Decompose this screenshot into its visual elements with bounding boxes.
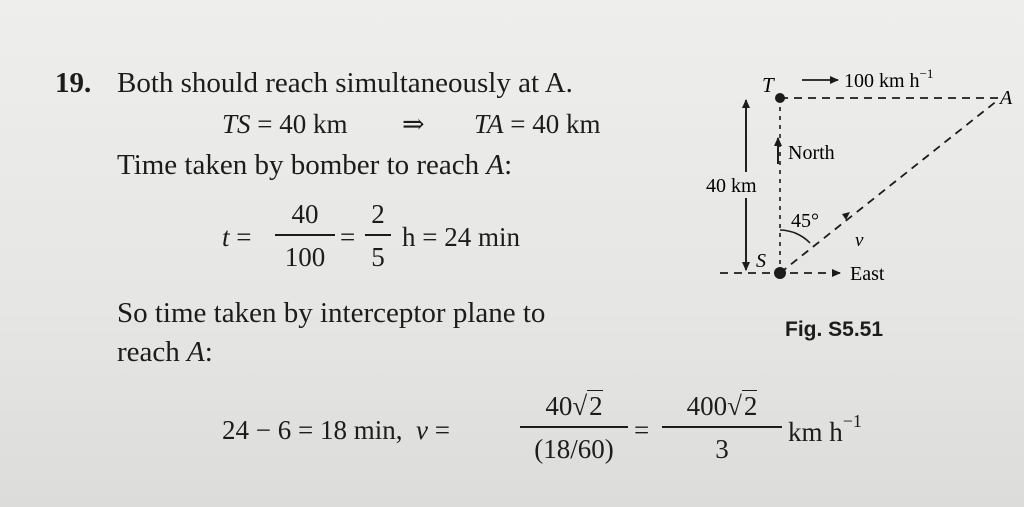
eq1-fraction-1	[275, 196, 335, 274]
eq1-frac2-denominator: 5	[371, 242, 385, 272]
eq1-fraction-2	[365, 196, 391, 274]
vector-diagram	[690, 60, 1020, 310]
point-s	[774, 267, 786, 279]
label-speed: 100 km $h^{-1}$	[844, 66, 934, 92]
eq1-frac2-numerator: 2	[371, 199, 385, 229]
eq2-lhs: 24 − 6 = 18 min, v =	[222, 415, 450, 445]
point-t	[775, 93, 785, 103]
problem-number: 19.	[55, 67, 92, 99]
eq2-frac1-denominator: (18/60)	[534, 434, 614, 464]
eq2-equals: =	[634, 415, 650, 445]
eq1-frac1-denominator: 100	[284, 242, 326, 272]
eq1-frac1-numerator: 40	[291, 199, 319, 229]
label-north: North	[788, 142, 835, 164]
eq2-frac2-denominator: 3	[715, 434, 729, 464]
eq1-lhs: t =	[222, 222, 252, 252]
label-a: A	[1000, 87, 1013, 109]
eq1-equals: =	[340, 222, 356, 252]
eq2-fraction-2	[662, 388, 782, 466]
label-east: East	[850, 263, 885, 285]
label-t: T	[762, 73, 774, 97]
eq2-frac1-numerator: 40√2	[545, 391, 603, 421]
eq2-fraction-1	[520, 388, 628, 466]
figure-caption: Fig. S5.51	[785, 318, 884, 341]
time-interceptor-text: So time taken by interceptor plane to	[117, 297, 546, 329]
equation-ts: TS = 40 km	[222, 109, 348, 139]
equation-ta: TA = 40 km	[474, 109, 601, 139]
label-angle: 45°	[791, 210, 819, 232]
label-v: v	[855, 230, 864, 251]
reach-a-text: reach A:	[117, 336, 213, 368]
time-bomber-text: Time taken by bomber to reach A:	[117, 149, 513, 181]
label-s: S	[756, 250, 766, 272]
s-to-a-dashed-line	[780, 100, 998, 273]
eq2-unit: km $h^{-1}$	[788, 411, 862, 447]
eq2-frac2-numerator: 400√2	[686, 391, 758, 421]
implies-arrow: ⇒	[402, 109, 425, 139]
eq1-rhs: h = 24 min	[402, 222, 520, 252]
problem-statement: Both should reach simultaneously at A.	[117, 67, 573, 99]
label-distance: 40 km	[706, 175, 757, 197]
